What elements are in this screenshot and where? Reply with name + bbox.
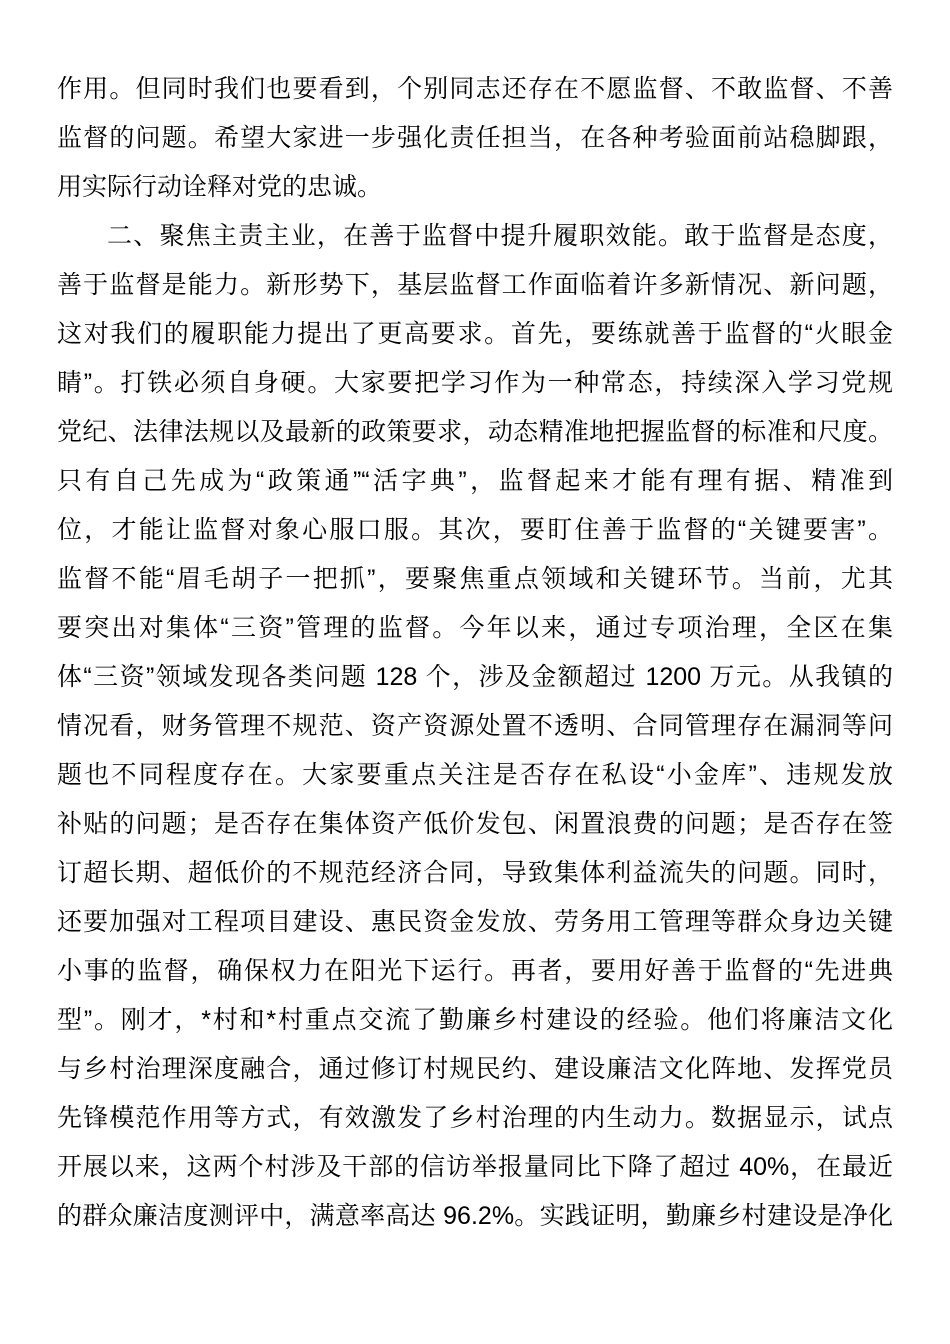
text-line: 还要加强对工程项目建设、惠民资金发放、劳务用工管理等群众身边关键 xyxy=(57,908,893,936)
text-line: 体“三资”领域发现各类问题 128 个，涉及金额超过 1200 万元。从我镇的 xyxy=(57,663,893,691)
text-line: 监督不能“眉毛胡子一把抓”，要聚焦重点领域和关键环节。当前，尤其 xyxy=(57,565,893,593)
text-line: 订超长期、超低价的不规范经济合同，导致集体利益流失的问题。同时， xyxy=(57,859,893,887)
text-line: 要突出对集体“三资”管理的监督。今年以来，通过专项治理，全区在集 xyxy=(57,614,893,642)
text-line: 监督的问题。希望大家进一步强化责任担当，在各种考验面前站稳脚跟， xyxy=(57,124,893,152)
text-line: 情况看，财务管理不规范、资产资源处置不透明、合同管理存在漏洞等问 xyxy=(57,712,893,740)
text-line: 作用。但同时我们也要看到，个别同志还存在不愿监督、不敢监督、不善 xyxy=(57,75,893,103)
text-line: 党纪、法律法规以及最新的政策要求，动态精准地把握监督的标准和尺度。 xyxy=(57,418,893,446)
text-line: 善于监督是能力。新形势下，基层监督工作面临着许多新情况、新问题， xyxy=(57,271,893,299)
text-line: 与乡村治理深度融合，通过修订村规民约、建设廉洁文化阵地、发挥党员 xyxy=(57,1055,893,1083)
text-line: 这对我们的履职能力提出了更高要求。首先，要练就善于监督的“火眼金 xyxy=(57,320,893,348)
text-line: 的群众廉洁度测评中，满意率高达 96.2%。实践证明，勤廉乡村建设是净化 xyxy=(57,1202,893,1230)
text-line: 睛”。打铁必须自身硬。大家要把学习作为一种常态，持续深入学习党规 xyxy=(57,369,893,397)
paragraph-1 xyxy=(57,65,893,212)
text-line: 二、聚焦主责主业，在善于监督中提升履职效能。敢于监督是态度， xyxy=(107,222,893,250)
text-line: 开展以来，这两个村涉及干部的信访举报量同比下降了超过 40%，在最近 xyxy=(57,1153,893,1181)
text-line: 用实际行动诠释对党的忠诚。 xyxy=(57,173,383,201)
text-line: 题也不同程度存在。大家要重点关注是否存在私设“小金库”、违规发放 xyxy=(57,761,893,789)
text-line: 小事的监督，确保权力在阳光下运行。再者，要用好善于监督的“先进典 xyxy=(57,957,893,985)
document-body xyxy=(57,65,893,1241)
text-line: 位，才能让监督对象心服口服。其次，要盯住善于监督的“关键要害”。 xyxy=(57,516,893,544)
text-line: 型”。刚才，*村和*村重点交流了勤廉乡村建设的经验。他们将廉洁文化 xyxy=(57,1006,893,1034)
paragraph-2 xyxy=(57,212,893,1241)
text-line: 补贴的问题；是否存在集体资产低价发包、闲置浪费的问题；是否存在签 xyxy=(57,810,893,838)
text-line: 只有自己先成为“政策通”“活字典”，监督起来才能有理有据、精准到 xyxy=(57,467,893,495)
text-line: 先锋模范作用等方式，有效激发了乡村治理的内生动力。数据显示，试点 xyxy=(57,1104,893,1132)
